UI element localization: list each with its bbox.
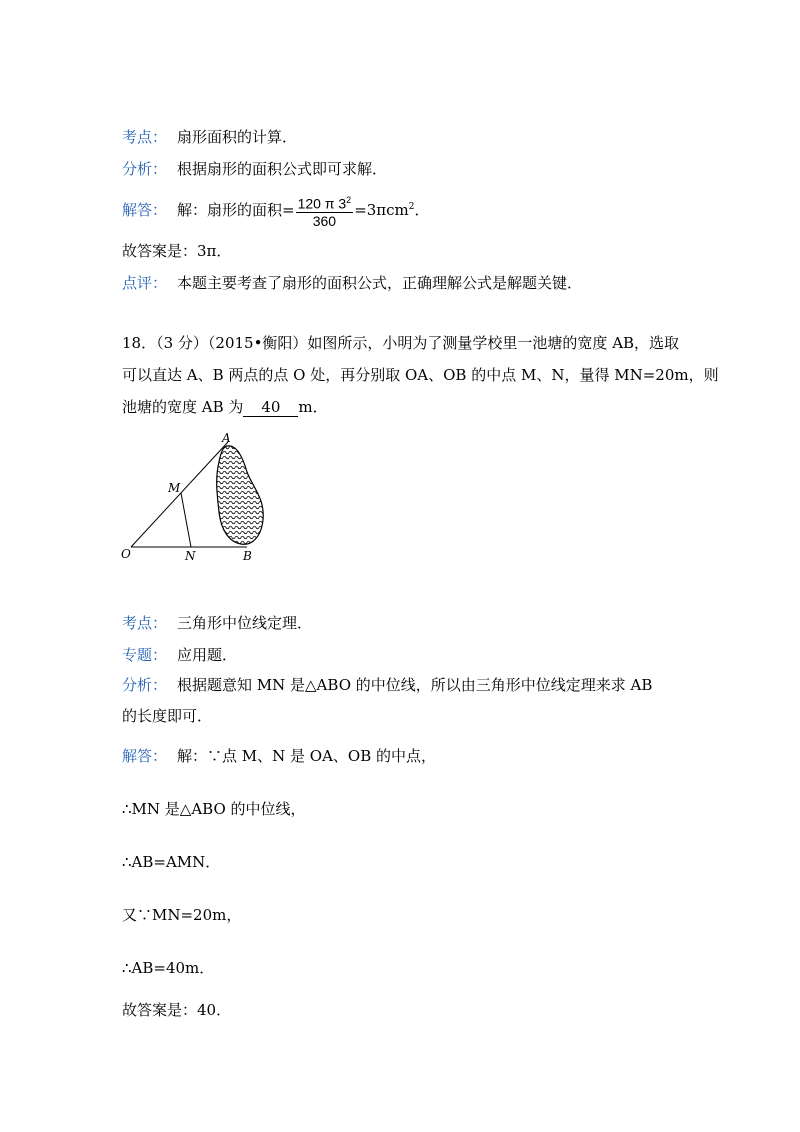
dianping-text: 本题主要考查了扇形的面积公式，正确理解公式是解题关键．: [177, 274, 583, 292]
q18-jieda-row: [122, 746, 436, 766]
jieda-tag: 解答：: [122, 747, 168, 765]
q18-answer-line: 故答案是：40．: [122, 1001, 232, 1019]
label-n: N: [185, 549, 196, 563]
q17-fenxi-row: [122, 159, 387, 179]
area-fraction: [296, 192, 354, 231]
unit-exponent: 2: [408, 202, 415, 212]
stem-line3-suffix: m．: [298, 398, 328, 416]
q17-jieda-row: [122, 190, 430, 230]
jieda-text: 解：∵点 M、N 是 OA、OB 的中点，: [177, 747, 437, 765]
jieda-prefix: 解：扇形的面积=: [177, 201, 295, 219]
q18-zhuanti-row: [122, 645, 237, 665]
segment-mn: [181, 493, 191, 547]
q18-fenxi-cont: 的长度即可．: [122, 707, 213, 725]
label-o: O: [121, 547, 131, 561]
zhuanti-tag: 专题：: [122, 646, 168, 664]
kaodian-text: 扇形面积的计算．: [177, 128, 298, 146]
jieda-suffix: =3πcm: [354, 201, 409, 219]
q18-fenxi-row: [122, 675, 652, 695]
q18-stem-line1: 18．（3 分）（2015•衡阳）如图所示，小明为了测量学校里一池塘的宽度 AB，选取: [122, 334, 680, 352]
zhuanti-text: 应用题．: [177, 646, 238, 664]
fraction-denominator: 360: [312, 213, 337, 230]
label-b: B: [243, 549, 252, 563]
kaodian-text: 三角形中位线定理．: [177, 614, 313, 632]
q18-step-3: 又∵MN=20m，: [122, 906, 242, 924]
kaodian-tag: 考点：: [122, 614, 168, 632]
dianping-tag: 点评：: [122, 274, 168, 292]
fenxi-text-1: 根据题意知 MN 是△ABO 的中位线，所以由三角形中位线定理来求 AB: [177, 676, 653, 694]
label-a: A: [222, 431, 231, 445]
q18-step-4: ∴AB=40m．: [122, 959, 215, 977]
pond-figure: [115, 430, 275, 570]
q18-stem-line3: [122, 397, 328, 417]
q17-dianping-row: [122, 273, 582, 293]
q17-answer-line: 故答案是：3π．: [122, 242, 232, 260]
fenxi-tag: 分析：: [122, 676, 168, 694]
kaodian-tag: 考点：: [122, 128, 168, 146]
label-m: M: [168, 481, 181, 495]
stem-line3-prefix: 池塘的宽度 AB 为: [122, 398, 244, 416]
q18-step-2: ∴AB=AMN．: [122, 853, 221, 871]
q18-kaodian-row: [122, 613, 312, 633]
pond-shape: [217, 446, 264, 544]
q18-step-1: ∴MN 是△ABO 的中位线，: [122, 800, 306, 818]
q18-stem-line2: 可以直达 A、B 两点的点 O 处，再分别取 OA、OB 的中点 M、N，量得 MN=20m，则: [122, 366, 719, 384]
q17-kaodian-row: [122, 127, 297, 147]
answer-blank: 40: [243, 399, 298, 417]
fenxi-tag: 分析：: [122, 160, 168, 178]
jieda-tag: 解答：: [122, 201, 168, 219]
fraction-numerator: 120 π $3^2$: [296, 192, 354, 214]
fenxi-text: 根据扇形的面积公式即可求解．: [177, 160, 388, 178]
jieda-end: ．: [414, 201, 430, 219]
